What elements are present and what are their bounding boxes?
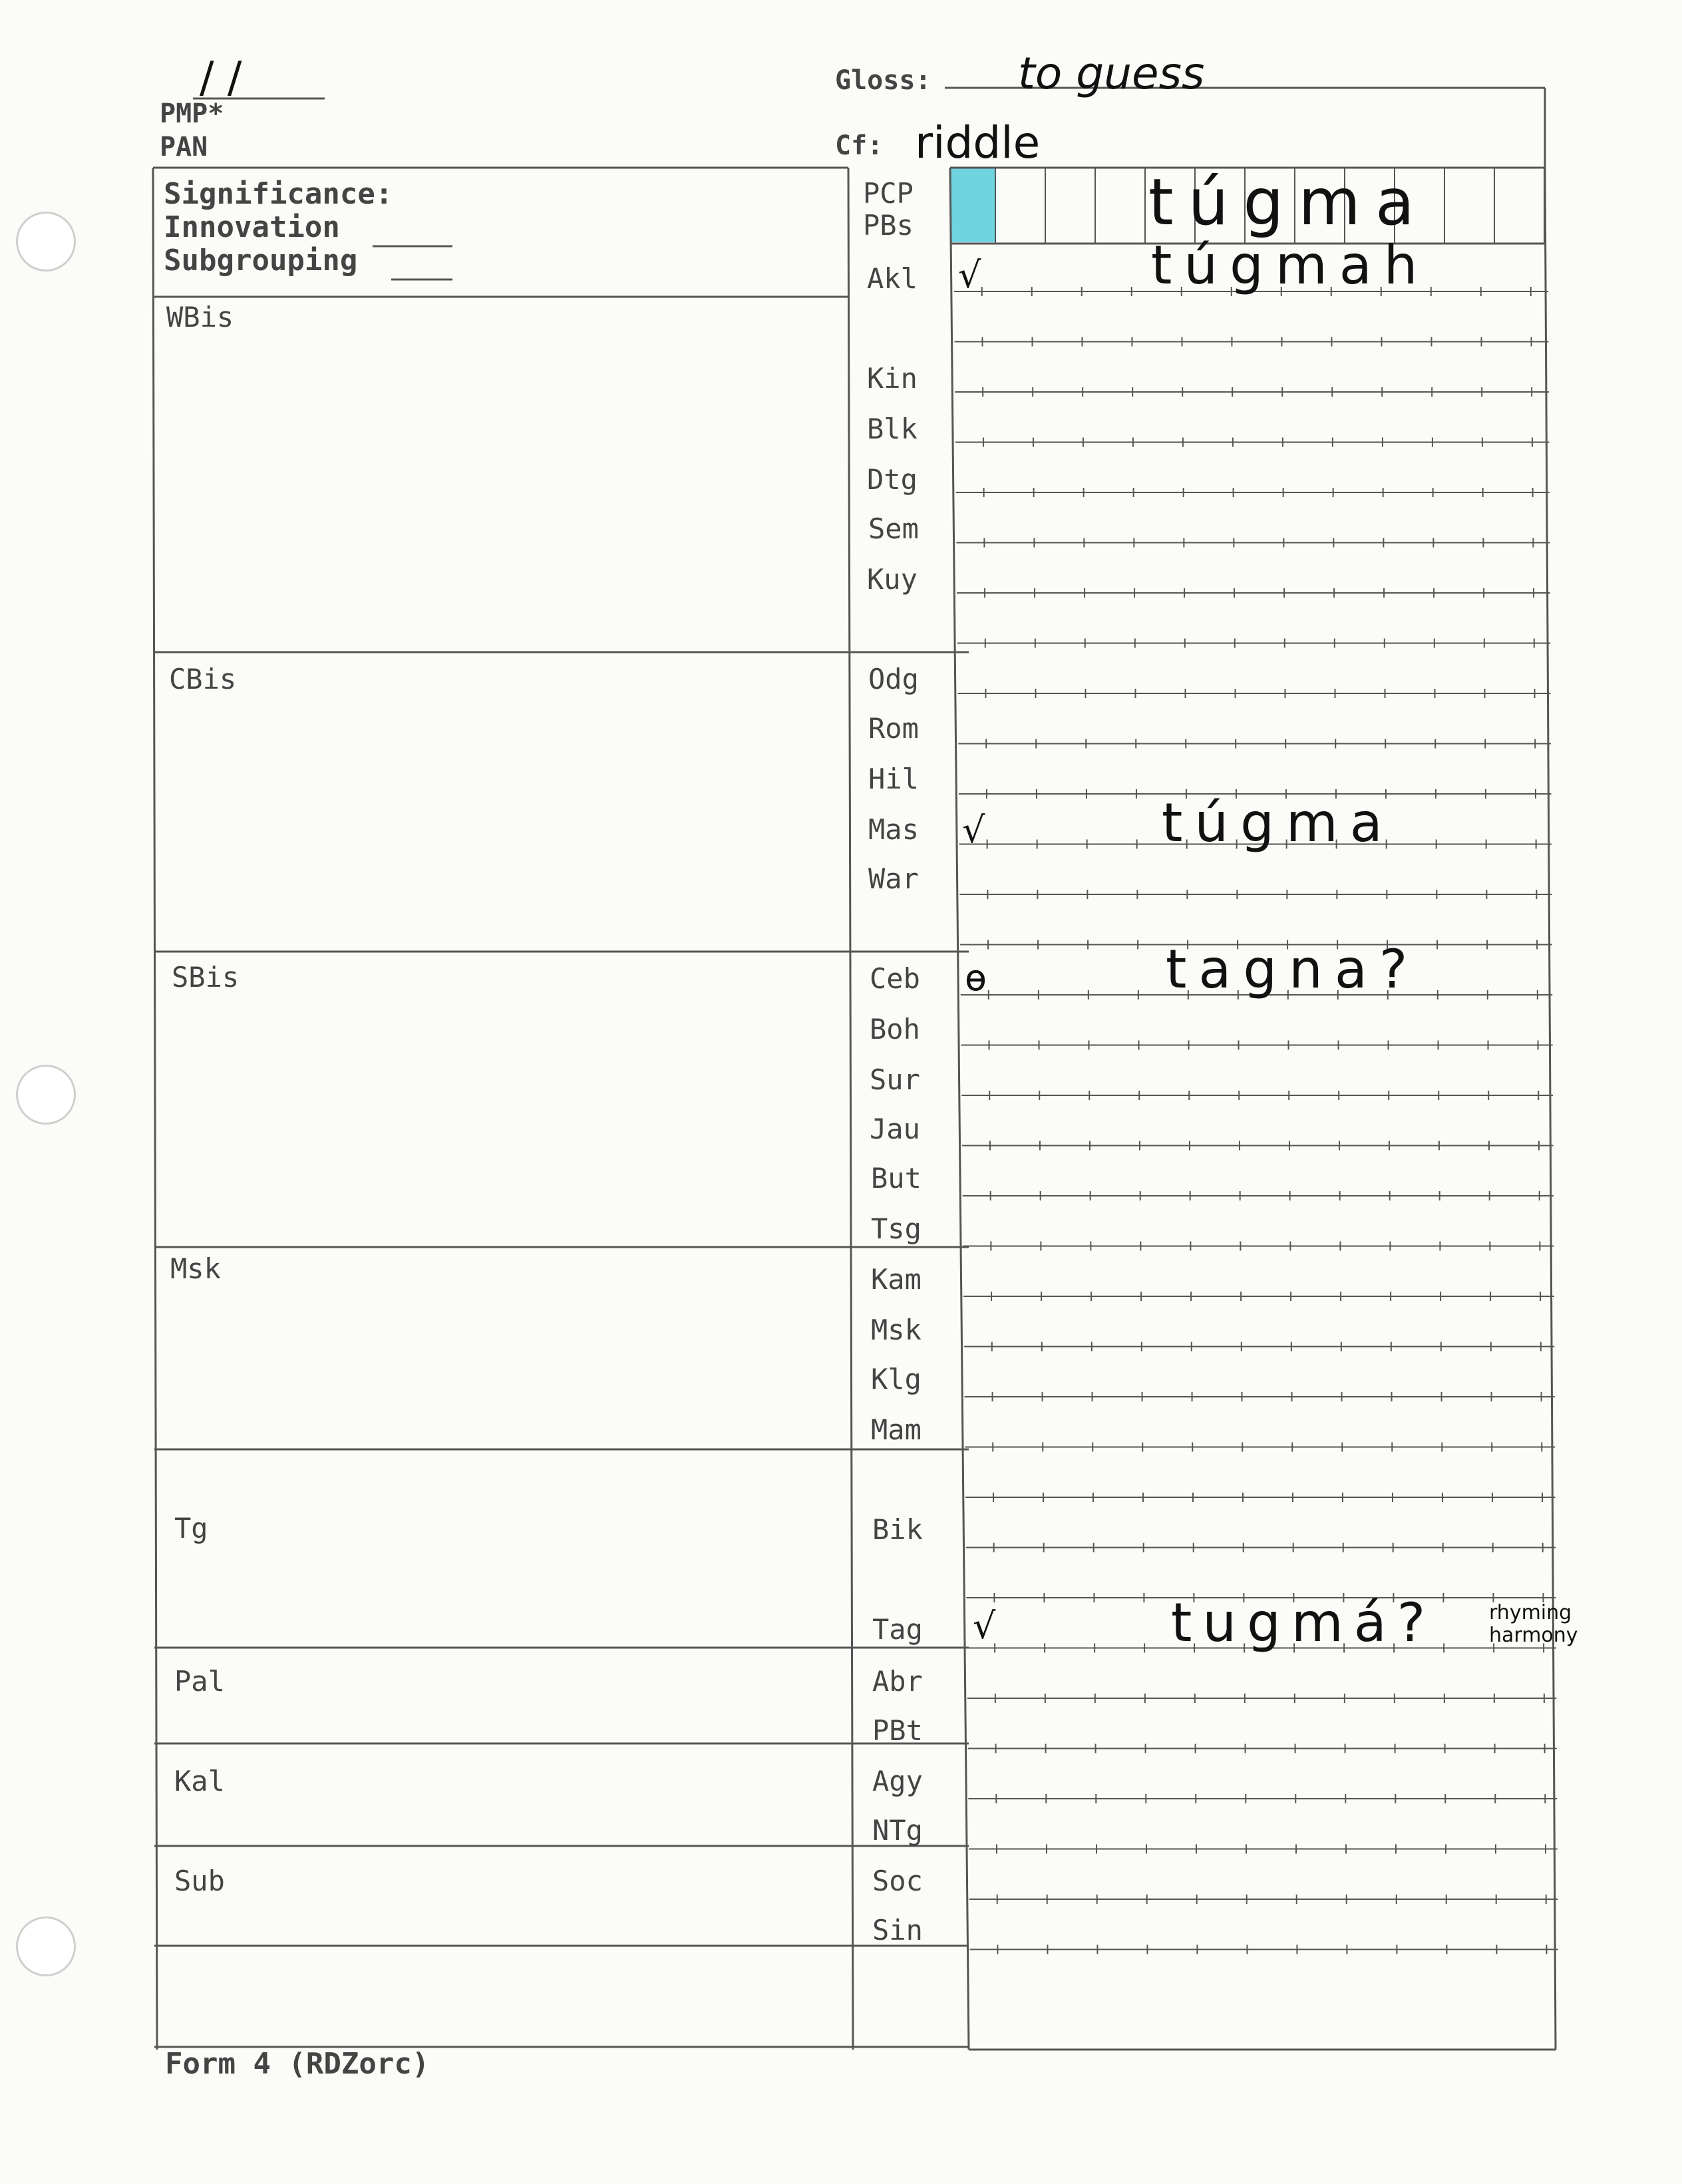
lang-rom: Rom [868,712,919,745]
lang-akl: Akl [867,262,918,295]
form-label: Form 4 (RDZorc) [165,2047,430,2081]
cf-value: riddle [915,117,1041,168]
outer-left-border [153,168,157,2050]
subgrouping-label: Subgrouping [164,244,358,277]
mas-form: túgma [1162,792,1395,854]
lang-hil: Hil [868,763,919,795]
lang-klg: Klg [871,1363,922,1395]
mas-check: √ [962,809,985,851]
lang-mas: Mas [868,813,919,846]
outer-right-border [1545,168,1556,2050]
tag-note-harmony: harmony [1489,1624,1578,1647]
lang-bik: Bik [872,1513,923,1546]
lang-but: But [871,1162,922,1194]
akl-check: √ [958,254,981,296]
lang-war: War [868,862,919,895]
divider-right [950,168,969,2050]
akl-form: túgmah [1151,234,1430,296]
date-slashes: / / [200,53,242,102]
lang-soc: Soc [872,1865,923,1897]
group-msk: Msk [170,1252,221,1285]
lang-abr: Abr [872,1665,923,1698]
group-tg: Tg [174,1512,208,1545]
gloss-value: to guess [1018,48,1205,99]
lang-agy: Agy [872,1765,923,1797]
tag-check: √ [973,1605,996,1647]
lang-sem: Sem [868,512,919,545]
lang-pbs: PBs [863,209,914,242]
significance-title: Significance: [164,177,393,211]
ceb-form: tagna? [1166,938,1420,1000]
lang-kuy: Kuy [867,563,918,596]
lang-ceb: Ceb [870,962,920,995]
lang-dtg: Dtg [867,463,918,496]
lang-msk: Msk [871,1314,922,1346]
group-sbis: SBis [172,961,240,994]
lang-jau: Jau [870,1113,920,1145]
lang-odg: Odg [868,663,919,695]
lang-kam: Kam [871,1263,922,1296]
gloss-label: Gloss: [835,65,931,96]
group-kal: Kal [174,1765,225,1797]
ceb-mark: ө [965,957,987,999]
pmp-label: PMP* [160,98,224,129]
group-pal: Pal [174,1665,225,1698]
lang-pcp: PCP [863,177,914,210]
group-wbis: WBis [166,301,234,333]
tag-note-rhyming: rhyming [1489,1601,1572,1624]
innovation-label: Innovation [164,210,340,244]
divider-left [848,168,853,2050]
pcp-highlight-cell [950,168,995,242]
lang-sin: Sin [872,1914,923,1946]
pan-label: PAN [160,132,208,162]
group-sub: Sub [174,1865,225,1897]
tag-form: tugmá? [1171,1592,1436,1654]
lang-tsg: Tsg [871,1212,922,1245]
lang-mam: Mam [871,1413,922,1446]
lang-kin: Kin [867,362,918,395]
lang-sur: Sur [870,1063,920,1096]
cf-label: Cf: [835,130,884,161]
group-cbis: CBis [169,663,237,695]
pcp-form: túgma [1148,165,1429,240]
lang-blk: Blk [867,413,918,445]
lang-tag: Tag [872,1613,923,1646]
lang-ntg: NTg [872,1814,923,1847]
lang-pbt: PBt [872,1714,923,1747]
lang-boh: Boh [870,1013,920,1045]
